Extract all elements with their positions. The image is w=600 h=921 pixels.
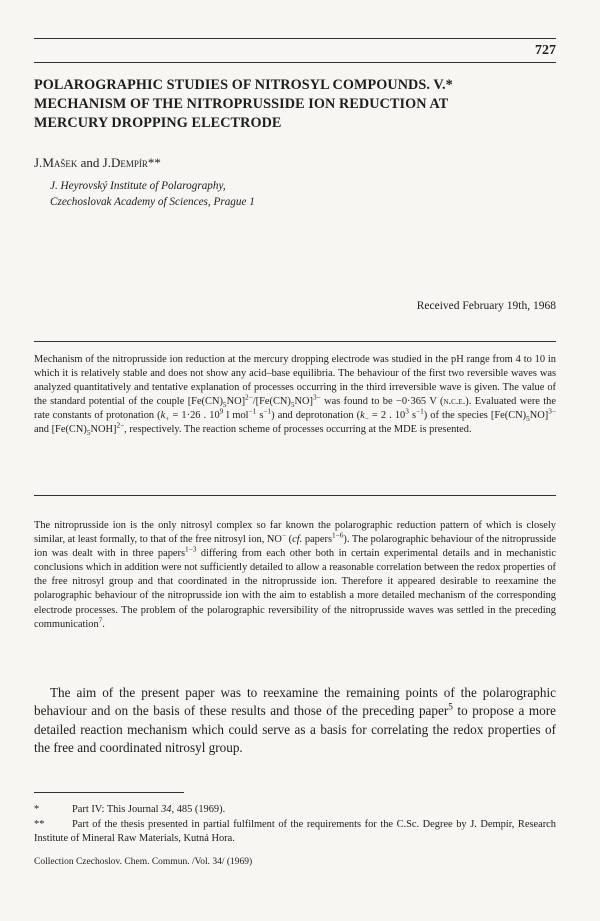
abstract: Mechanism of the nitroprusside ion reduction at the mercury dropping electrode was studied in the pH range from 4 to 10 in which it is relatively stable and does not show any acid–base equilibria. The behaviour of the first two reversible waves was analyzed quantitatively and tentative explanation of processes occurring in the third irreversible wave is given. The value of the standard potential of the couple $[Fe(CN)_5NO]^{2-}/[Fe(CN)_5NO]^{3-}$ was found to be −0·365 V (n.c.e.). Evaluated were the rate constants of protonation ($k_+ = 1\cdot 26$ . $10^9$ l mol$^{-1}$ $s^{-1}$) and deprotonation ($k_- = 2$ . $10^3$ $s^{-1}$) of the species $[Fe(CN)_5NO]^{3-}$ and $[Fe(CN)_5NOH]^{2-}$, respectively. The reaction scheme of processes occurring at the MDE is presented.: [34, 354, 556, 438]
article-title: [34, 76, 556, 133]
footnote-2: ** Part of the thesis presented in partial fulfilment of the requirements for the C.Sc. Degree by J. Dempír, Research Institute of Mineral Raw Materials, Kutná Hora.: [34, 818, 556, 844]
intro-paragraph: The nitroprusside ion is the only nitrosyl complex so far known the polarographic reduction pattern of which is closely similar, at least formally, to that of the free nitrosyl ion, NO− (cf. papers$^{1-6}$). The polarographic behaviour of the nitroprusside ion was dealt with in three papers$^{1-3}$ differing from each other both in certain experimental details and in mechanistic conclusions which in addition were not sufficiently detailed to allow a reasonable correlation between the redox properties of the free nitrosyl group and that coordinated in the nitroprusside ion. Therefore it appeared desirable to reexamine the polarographic behaviour of the nitroprusside ion with the aim to establish a more detailed mechanism of the corresponding electrode processes. The problem of the polarographic reversibility of the nitroprusside waves was settled in the preceding communication$^7$.: [34, 520, 556, 630]
body-paragraph: The aim of the present paper was to reexamine the remaining points of the polarographic behaviour and on the basis of these results and those of the preceding paper$^5$ to propose a more detailed reaction mechanism which could serve as a basis for correlating the redox properties of the free and coordinated nitrosyl group.: [34, 685, 556, 756]
author-list: [34, 155, 161, 171]
abstract-rule-top: [34, 341, 556, 342]
title-line-2: MECHANISM OF THE NITROPRUSSIDE ION REDUCTION AT: [34, 96, 449, 112]
title-line-1: POLAROGRAPHIC STUDIES OF NITROSYL COMPOUNDS. V.*: [34, 77, 453, 93]
title-line-3: MERCURY DROPPING ELECTRODE: [34, 115, 282, 131]
citation-ref: 1−3: [185, 545, 197, 554]
author-1-surname: Mašek: [42, 155, 78, 170]
footnote-rule: [34, 792, 184, 793]
footnotes: [34, 803, 556, 847]
author-joiner: and: [77, 155, 103, 170]
header-rule-lower: [34, 62, 556, 63]
author-2-surname: Dempír: [110, 155, 148, 170]
citation-ref: 7: [98, 616, 103, 625]
article-page: [34, 0, 556, 921]
abstract-rule-bottom: [34, 495, 556, 496]
author-2-initial: J.: [102, 155, 111, 170]
citation-ref: 1−6: [332, 531, 344, 540]
page-number: 727: [535, 43, 556, 58]
affiliation-line-1: J. Heyrovský Institute of Polarography,: [50, 180, 226, 192]
header-rule: [34, 38, 556, 39]
received-date: Received February 19th, 1968: [416, 300, 556, 312]
journal-footer: Collection Czechoslov. Chem. Commun. /Vol. 34/ (1969): [34, 857, 253, 867]
affiliation: [50, 179, 255, 210]
author-1-initial: J.: [34, 155, 43, 170]
footnote-1: * Part IV: This Journal 34, 485 (1969).: [34, 804, 226, 815]
citation-ref: 5: [448, 702, 453, 713]
affiliation-line-2: Czechoslovak Academy of Sciences, Prague 1: [50, 195, 255, 208]
author-2-footnote-mark: **: [147, 155, 161, 170]
